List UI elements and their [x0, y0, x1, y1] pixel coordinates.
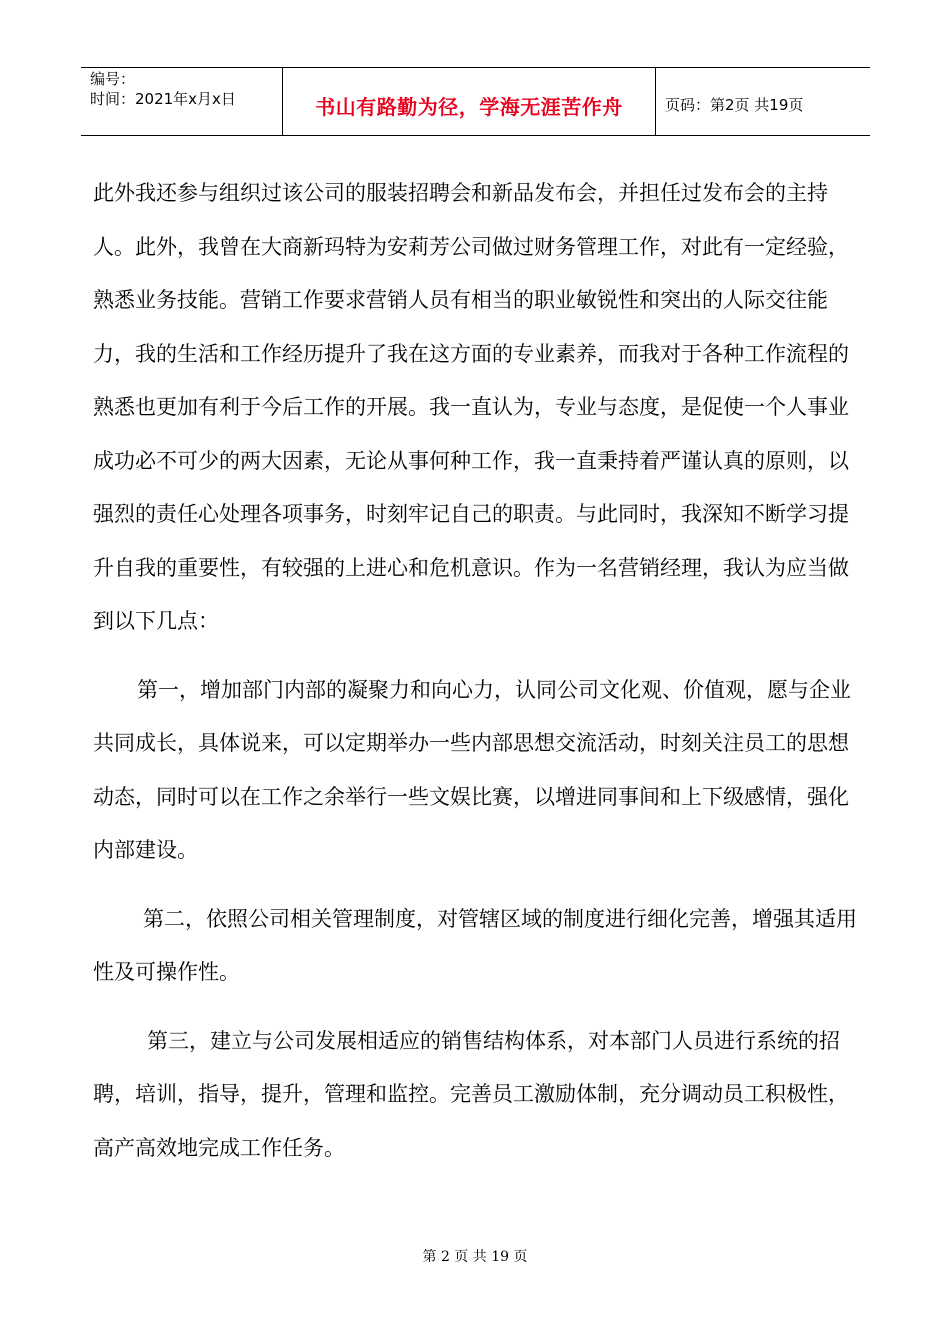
body-paragraph: 此外我还参与组织过该公司的服装招聘会和新品发布会，并担任过发布会的主持人。此外，我曾在大商新玛特为安莉芳公司做过财务管理工作，对此有一定经验，熟悉业务技能。营销工作要求营销人员有相当的职业敏锐性和突出的人际交往能力，我的生活和工作经历提升了我在这方面的专业素养，而我对于各种工作流程的熟悉也更加有利于今后工作的开展。我一直认为，专业与态度，是促使一个人事业成功必不可少的两大因素，无论从事何种工作，我一直秉持着严谨认真的原则，以强烈的责任心处理各项事务，时刻牢记自己的职责。与此同时，我深知不断学习提升自我的重要性，有较强的上进心和危机意识。作为一名营销经理，我认为应当做到以下几点：	[93, 181, 849, 633]
header-motto-cell	[282, 68, 656, 135]
body-paragraph: 第三，建立与公司发展相适应的销售结构体系，对本部门人员进行系统的招聘，培训，指导，提升，管理和监控。完善员工激励体制，充分调动员工积极性，高产高效地完成工作任务。	[93, 1028, 849, 1160]
header-page-cell	[656, 68, 870, 135]
page-footer: 第 2 页 共 19 页	[422, 1249, 528, 1265]
header-meta-cell	[81, 68, 282, 135]
document-date-label: 时间：2021年x月x日	[90, 90, 236, 108]
document-number-label: 编号：	[90, 70, 136, 88]
body-paragraph: 第二，依照公司相关管理制度，对管辖区域的制度进行细化完善，增强其适用性及可操作性。	[93, 906, 857, 984]
header-page-code: 页码：第2页 共19页	[665, 96, 804, 114]
document-body	[93, 167, 863, 1175]
header-motto: 书山有路勤为径，学海无涯苦作舟	[315, 95, 623, 119]
body-paragraph: 第一，增加部门内部的凝聚力和向心力，认同公司文化观、价值观，愿与企业共同成长，具体说来，可以定期举办一些内部思想交流活动，时刻关注员工的思想动态，同时可以在工作之余举行一些文娱比赛，以增进同事间和上下级感情，强化内部建设。	[93, 677, 851, 862]
document-header	[81, 67, 870, 136]
